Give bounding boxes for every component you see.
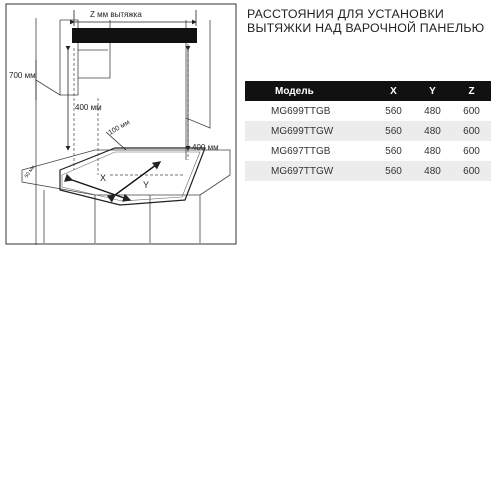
installation-diagram	[0, 0, 240, 250]
label-z: Z мм вытяжка	[90, 10, 142, 19]
label-100: 100 мм	[107, 119, 132, 137]
header-z: Z	[452, 81, 491, 101]
cell-y: 480	[413, 161, 452, 181]
table-row	[245, 141, 491, 161]
cell-x: 560	[374, 121, 413, 141]
section-heading	[247, 7, 497, 35]
cell-x: 560	[385, 105, 402, 117]
label-50: 50 мм	[23, 164, 37, 180]
table-row	[245, 101, 491, 121]
cell-z: 600	[463, 145, 480, 157]
label-400-right: 400 мм	[192, 143, 219, 152]
label-700: 700 мм	[9, 71, 36, 80]
cell-x: 560	[374, 161, 413, 181]
label-x: X	[100, 173, 107, 183]
cell-model: MG699TTGW	[245, 121, 374, 141]
table-row	[245, 161, 491, 181]
label-y: Y	[143, 180, 150, 190]
table-header-row	[245, 81, 491, 101]
table-row	[245, 121, 491, 141]
header-model: Модель	[245, 81, 374, 101]
cell-y: 480	[424, 105, 441, 117]
cell-y: 480	[413, 121, 452, 141]
spec-table	[245, 81, 491, 181]
header-x: X	[374, 81, 413, 101]
cell-model: MG699TTGB	[271, 105, 331, 117]
cell-model: MG697TTGW	[245, 161, 374, 181]
hood-body	[72, 28, 197, 43]
header-y: Y	[413, 81, 452, 101]
cell-z: 600	[452, 121, 491, 141]
cell-model: MG697TTGB	[271, 145, 331, 157]
line-art	[22, 18, 230, 245]
heading-line-2: ВЫТЯЖКИ НАД ВАРОЧНОЙ ПАНЕЛЬЮ	[247, 21, 485, 35]
label-400-left: 400 мм	[75, 103, 102, 112]
heading-line-1: РАССТОЯНИЯ ДЛЯ УСТАНОВКИ	[247, 7, 444, 21]
cell-z: 600	[463, 105, 480, 117]
cell-x: 560	[385, 145, 402, 157]
cell-z: 600	[452, 161, 491, 181]
cell-y: 480	[424, 145, 441, 157]
